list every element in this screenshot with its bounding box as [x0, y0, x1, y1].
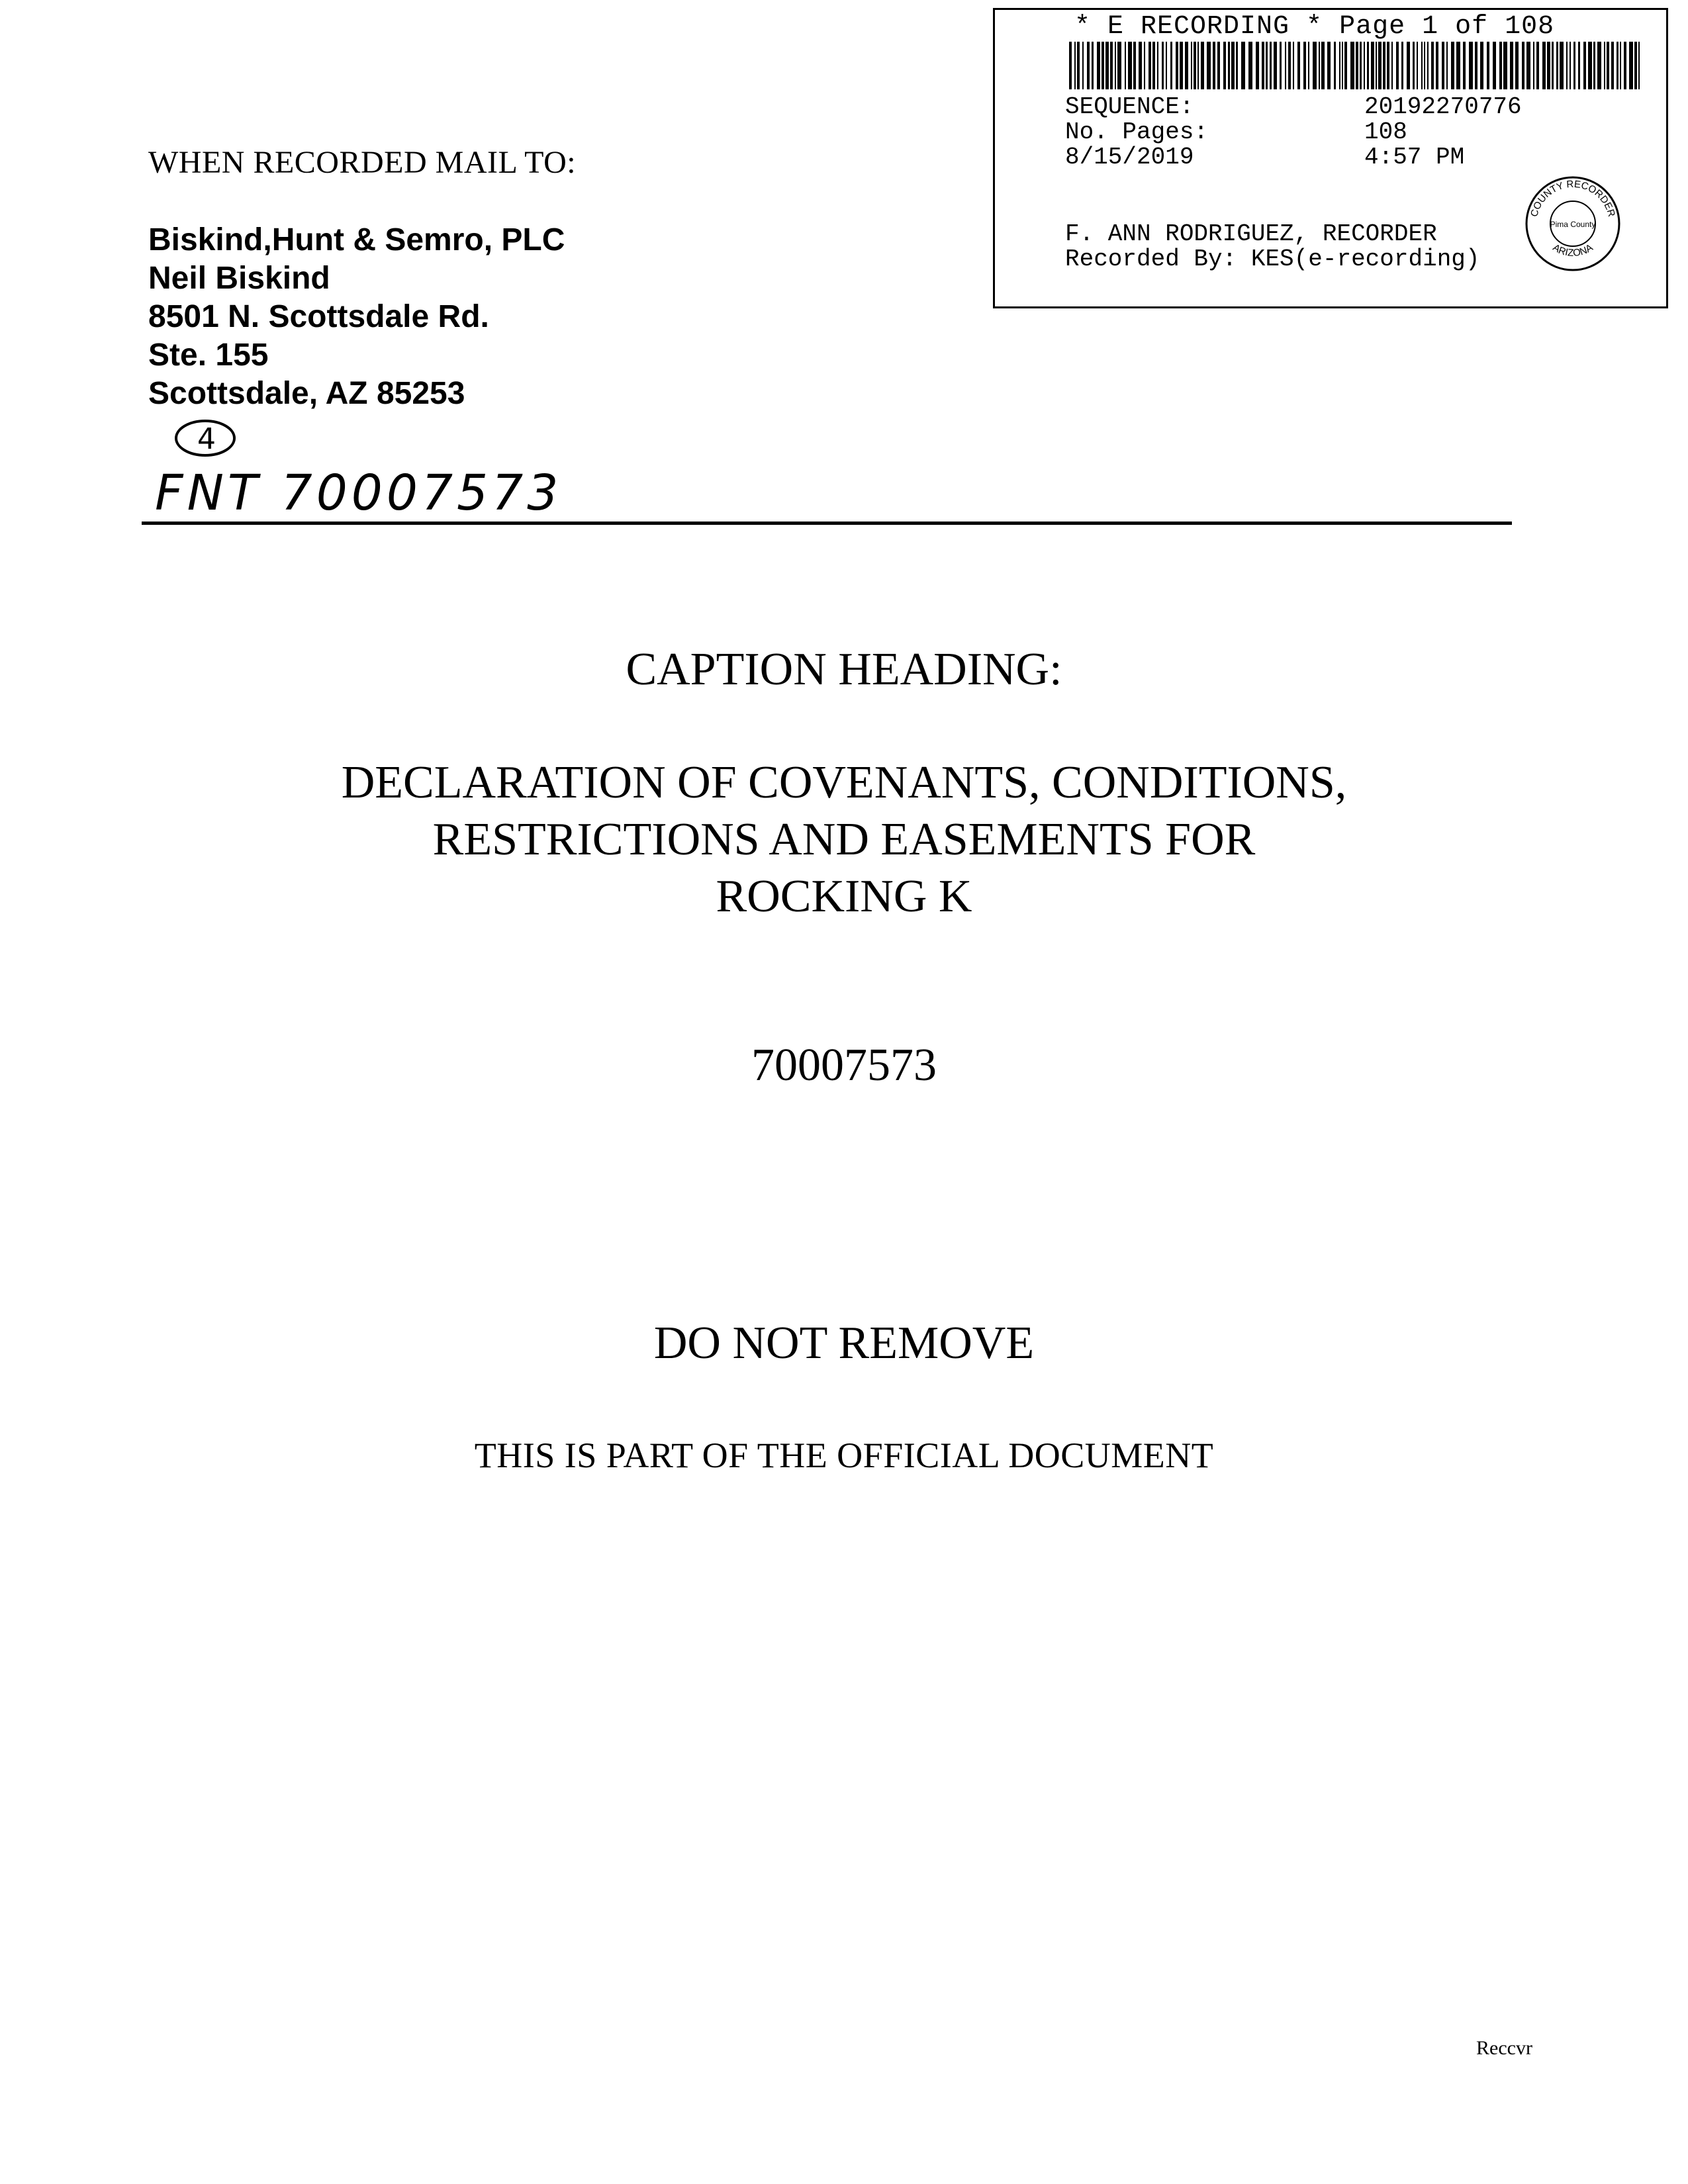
sequence-value: 20192270776: [1364, 93, 1522, 120]
recording-stamp: [993, 8, 1668, 308]
barcode-bar: [1588, 42, 1592, 89]
barcode-bar: [1446, 42, 1448, 89]
barcode-bar: [1152, 42, 1155, 89]
barcode-bar: [1503, 42, 1507, 89]
barcode-bar: [1451, 42, 1454, 89]
barcode-bar: [1102, 42, 1104, 89]
stamp-header: * E RECORDING * Page 1 of 108: [1074, 12, 1555, 42]
barcode-bar: [1617, 42, 1618, 89]
barcode-bar: [1144, 42, 1145, 89]
barcode-bar: [1228, 42, 1230, 89]
barcode-bar: [1499, 42, 1502, 89]
barcode-bar: [1475, 42, 1477, 89]
address-line: Biskind,Hunt & Semro, PLC: [148, 222, 565, 257]
barcode-bar: [1313, 42, 1317, 89]
barcode-bar: [1074, 42, 1076, 89]
barcode-bar: [1387, 42, 1389, 89]
barcode-bar: [1493, 42, 1496, 89]
barcode-bar: [1115, 42, 1116, 89]
barcode-bar: [1367, 42, 1369, 89]
barcode-bar: [1396, 42, 1399, 89]
barcode-bar: [1463, 42, 1466, 89]
seal-top-text: COUNTY RECORDER: [1528, 178, 1617, 218]
barcode-bar: [1364, 42, 1365, 89]
barcode-bar: [1552, 42, 1554, 89]
caption-heading: CAPTION HEADING:: [626, 644, 1062, 695]
barcode-bar: [1185, 42, 1188, 89]
barcode-bar: [1149, 42, 1151, 89]
recording-date: 8/15/2019: [1065, 144, 1194, 171]
recorded-by: Recorded By: KES(e-recording): [1065, 246, 1480, 273]
barcode-bar: [1583, 42, 1586, 89]
barcode-bar: [1431, 42, 1434, 89]
barcode-bar: [1339, 42, 1340, 89]
barcode-bar: [1262, 42, 1264, 89]
barcode-bar: [1270, 42, 1272, 89]
sequence-label: SEQUENCE:: [1065, 93, 1194, 120]
document-title: [0, 754, 1688, 925]
barcode-bar: [1297, 42, 1300, 89]
barcode-bar: [1578, 42, 1580, 89]
recording-time: 4:57 PM: [1364, 144, 1465, 171]
barcode-bar: [1157, 42, 1158, 89]
pages-label: No. Pages:: [1065, 118, 1209, 146]
barcode-bar: [1629, 42, 1633, 89]
barcode: [1069, 42, 1640, 89]
barcode-bar: [1308, 42, 1309, 89]
barcode-bar: [1166, 42, 1167, 89]
barcode-bar: [1566, 42, 1568, 89]
barcode-bar: [1480, 42, 1483, 89]
barcode-bar: [1133, 42, 1136, 89]
barcode-bar: [1213, 42, 1215, 89]
mail-to-address: [148, 221, 565, 413]
barcode-bar: [1117, 42, 1121, 89]
pages-row: [1065, 118, 1407, 146]
barcode-bar: [1342, 42, 1343, 89]
pages-value: 108: [1364, 118, 1407, 146]
county-seal-icon: [1524, 175, 1621, 272]
barcode-bar: [1248, 42, 1252, 89]
barcode-bar: [1604, 42, 1605, 89]
barcode-bar: [1097, 42, 1100, 89]
barcode-bar: [1191, 42, 1192, 89]
barcode-bar: [1526, 42, 1530, 89]
barcode-bar: [1194, 42, 1196, 89]
barcode-bar: [1280, 42, 1282, 89]
title-line: ROCKING K: [716, 871, 972, 922]
barcode-bar: [1424, 42, 1425, 89]
barcode-bar: [1542, 42, 1546, 89]
header-divider: [142, 522, 1512, 525]
barcode-bar: [1285, 42, 1286, 89]
handwritten-note: FNT 70007573: [155, 465, 563, 522]
barcode-bar: [1371, 42, 1374, 89]
barcode-bar: [1105, 42, 1109, 89]
title-line: DECLARATION OF COVENANTS, CONDITIONS,: [341, 757, 1347, 808]
barcode-bar: [1469, 42, 1473, 89]
barcode-bar: [1293, 42, 1294, 89]
barcode-bar: [1456, 42, 1460, 89]
barcode-bar: [1274, 42, 1277, 89]
barcode-bar: [1125, 42, 1126, 89]
barcode-bar: [1303, 42, 1306, 89]
barcode-bar: [1620, 42, 1621, 89]
barcode-bar: [1180, 42, 1183, 89]
barcode-bar: [1082, 42, 1084, 89]
barcode-bar: [1077, 42, 1080, 89]
address-line: Scottsdale, AZ 85253: [148, 376, 465, 411]
barcode-bar: [1547, 42, 1550, 89]
barcode-bar: [1321, 42, 1325, 89]
barcode-bar: [1319, 42, 1320, 89]
barcode-bar: [1087, 42, 1090, 89]
barcode-bar: [1069, 42, 1072, 89]
barcode-bar: [1376, 42, 1377, 89]
address-line: Neil Biskind: [148, 261, 330, 296]
barcode-bar: [1417, 42, 1418, 89]
barcode-bar: [1533, 42, 1534, 89]
barcode-bar: [1401, 42, 1403, 89]
barcode-bar: [1487, 42, 1489, 89]
do-not-remove-heading: DO NOT REMOVE: [653, 1318, 1035, 1369]
official-document-notice: THIS IS PART OF THE OFFICIAL DOCUMENT: [474, 1435, 1214, 1475]
mail-to-label: WHEN RECORDED MAIL TO:: [148, 145, 577, 180]
barcode-bar: [1266, 42, 1268, 89]
barcode-bar: [1556, 42, 1558, 89]
document-number: 70007573: [751, 1040, 937, 1091]
barcode-bar: [1607, 42, 1609, 89]
barcode-bar: [1597, 42, 1601, 89]
sequence-row: [1065, 93, 1522, 120]
handwritten-annotation: [146, 410, 569, 523]
barcode-bar: [1327, 42, 1331, 89]
barcode-bar: [1407, 42, 1410, 89]
barcode-bar: [1611, 42, 1614, 89]
barcode-bar: [1593, 42, 1595, 89]
barcode-bar: [1231, 42, 1235, 89]
seal-bottom-text: ARIZONA: [1550, 242, 1595, 259]
barcode-bar: [1360, 42, 1362, 89]
address-line: Ste. 155: [148, 338, 269, 373]
barcode-bar: [1378, 42, 1382, 89]
handwritten-circled-number: 4: [197, 422, 216, 456]
barcode-bar: [1139, 42, 1142, 89]
barcode-bar: [1162, 42, 1164, 89]
seal-center-text: Pima County: [1550, 220, 1596, 229]
barcode-bar: [1570, 42, 1571, 89]
barcode-bar: [1413, 42, 1415, 89]
barcode-bar: [1442, 42, 1444, 89]
barcode-bar: [1256, 42, 1259, 89]
barcode-bar: [1207, 42, 1211, 89]
barcode-bar: [1217, 42, 1220, 89]
barcode-bar: [1510, 42, 1513, 89]
barcode-bar: [1391, 42, 1393, 89]
barcode-bar: [1436, 42, 1438, 89]
barcode-bar: [1515, 42, 1519, 89]
date-row: [1065, 144, 1465, 171]
address-line: 8501 N. Scottsdale Rd.: [148, 299, 489, 334]
barcode-bar: [1560, 42, 1564, 89]
barcode-bar: [1236, 42, 1238, 89]
barcode-bar: [1201, 42, 1204, 89]
barcode-bar: [1176, 42, 1178, 89]
barcode-bar: [1421, 42, 1423, 89]
barcode-bar: [1427, 42, 1429, 89]
barcode-bar: [1334, 42, 1336, 89]
barcode-bar: [1110, 42, 1113, 89]
barcode-bar: [1573, 42, 1575, 89]
barcode-bar: [1536, 42, 1539, 89]
barcode-bar: [1624, 42, 1626, 89]
barcode-bar: [1197, 42, 1199, 89]
barcode-bar: [1092, 42, 1094, 89]
barcode-bar: [1383, 42, 1385, 89]
barcode-bar: [1223, 42, 1226, 89]
barcode-bar: [1241, 42, 1245, 89]
barcode-bar: [1170, 42, 1172, 89]
barcode-bar: [1288, 42, 1291, 89]
barcode-bar: [1634, 42, 1637, 89]
barcode-bar: [1350, 42, 1354, 89]
title-line: RESTRICTIONS AND EASEMENTS FOR: [432, 814, 1256, 865]
barcode-bar: [1356, 42, 1358, 89]
recorder-name: F. ANN RODRIGUEZ, RECORDER: [1065, 220, 1437, 248]
barcode-bar: [1344, 42, 1347, 89]
barcode-bar: [1638, 42, 1640, 89]
barcode-bar: [1522, 42, 1524, 89]
footer-mark: Reccvr: [1476, 2037, 1532, 2059]
barcode-bar: [1128, 42, 1132, 89]
